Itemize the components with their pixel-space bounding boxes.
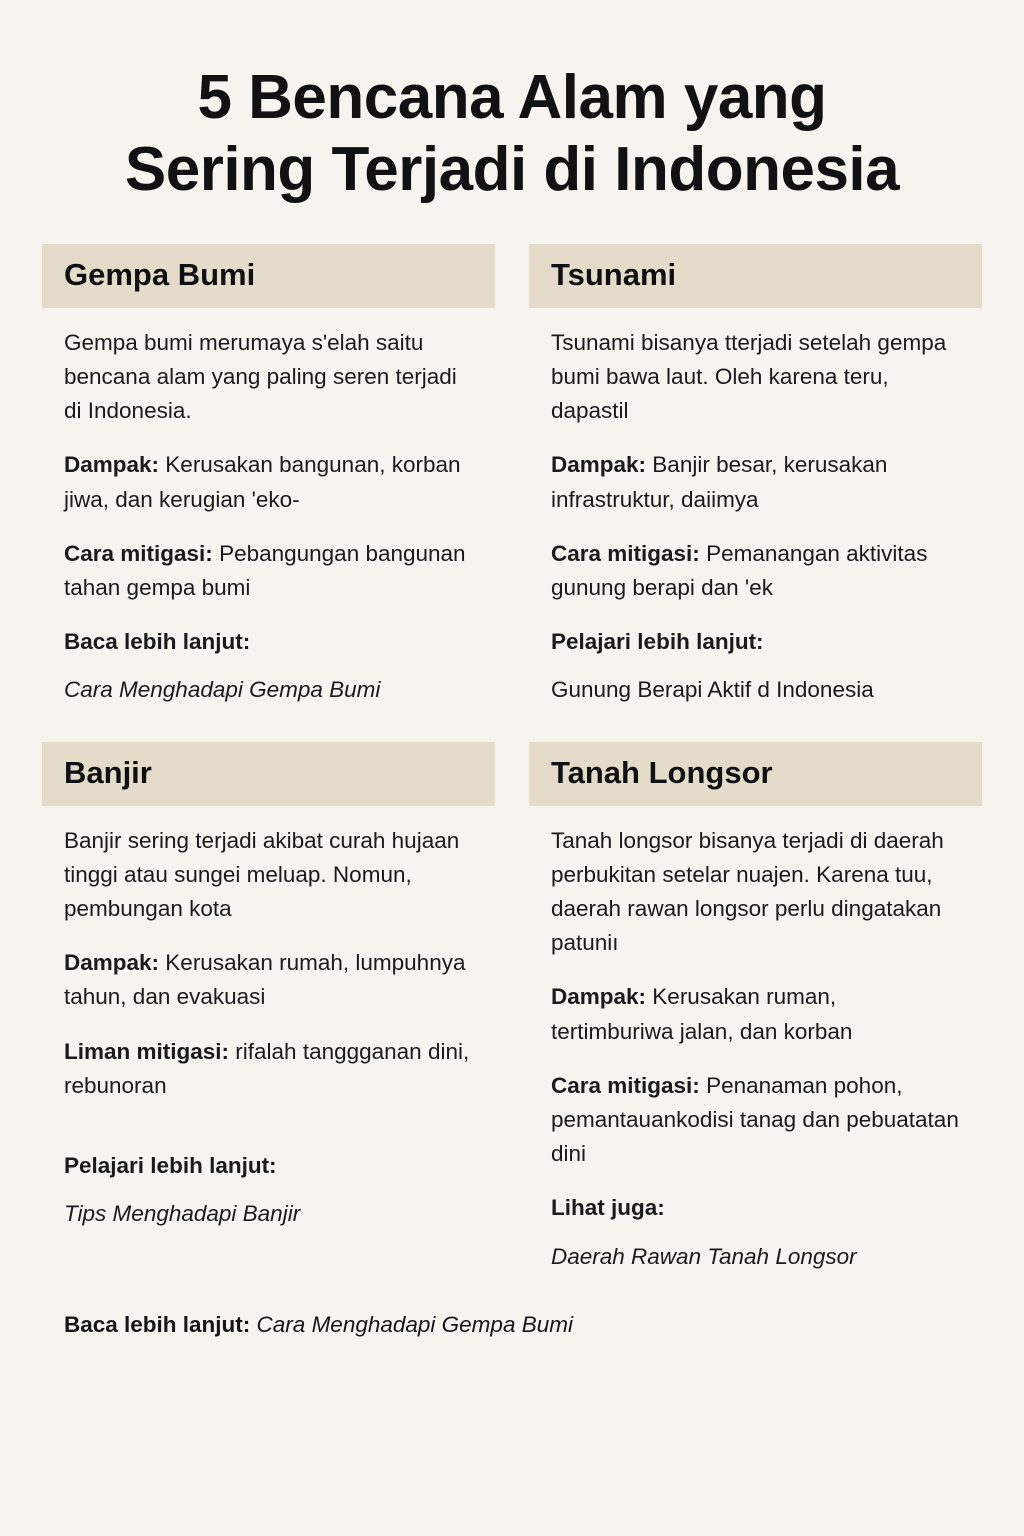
footer-label: Baca lebih lanjut: (64, 1311, 251, 1337)
page-title (42, 62, 982, 206)
card-header-tsunami (529, 244, 982, 308)
impact-text: Kerusakan bangunan, korban jiwa, dan kerugian 'eko- (64, 452, 461, 512)
mitigation-text: Penanaman pohon, pemantauankodisi tanag dan pebuatatan dini (551, 1072, 959, 1167)
mitigation-label: Liman mitigasi: (64, 1038, 230, 1064)
card-body-tsunami (529, 326, 982, 708)
card-banjir (42, 742, 495, 1274)
card-intro: Tsunami bisanya tterjadi setelah gempa bumi bawa laut. Oleh karena teru, dapastil (551, 329, 947, 424)
impact-text: Kerusakan rumah, lumpuhnya tahun, dan evakuasi (64, 950, 466, 1010)
impact-text: Kerusakan ruman, tertimburiwa jalan, dan korban (551, 984, 853, 1044)
card-link-label (551, 1191, 960, 1225)
card-mitigation (551, 1069, 960, 1172)
card-mitigation (64, 537, 473, 605)
card-link-label (64, 1149, 473, 1183)
card-body-banjir (42, 824, 495, 1232)
footer-link[interactable]: Cara Menghadapi Gempa Bumi (250, 1311, 573, 1337)
card-tanah-longsor (529, 742, 982, 1274)
card-impact (64, 946, 473, 1014)
link-label: Pelajari lebih lanjut: (64, 1153, 277, 1178)
card-link-text[interactable]: Gunung Berapi Aktif d Indonesia (551, 677, 874, 703)
link-label: Baca lebih lanjut: (64, 629, 251, 655)
card-link-text[interactable]: Daerah Rawan Tanah Longsor (551, 1243, 857, 1269)
mitigation-text: Pemanangan aktivitas gunung berapi dan 'ek (551, 540, 928, 601)
card-link-label (64, 625, 473, 659)
link-label: Pelajari lebih lanjut: (551, 629, 764, 655)
card-header-tanah-longsor (529, 742, 982, 806)
card-gempa-bumi (42, 244, 495, 708)
card-header-gempa-bumi (42, 244, 495, 308)
card-body-tanah-longsor (529, 824, 982, 1274)
card-title: Tanah Longsor (551, 754, 773, 790)
card-header-banjir (42, 742, 495, 806)
mitigation-label: Cara mitigasi: (64, 540, 213, 566)
impact-text: Banjir besar, kerusakan infrastruktur, daiimya (551, 452, 888, 512)
mitigation-text: rifalah tanggganan dini, rebunoran (64, 1038, 470, 1098)
footer-note (42, 1308, 982, 1342)
impact-label: Dampak: (551, 452, 647, 478)
card-intro: Tanah longsor bisanya terjadi di daerah perbukitan setelar nuajen. Karena tuu, daerah rawan longsor perlu dingatakan patuniı (551, 827, 944, 956)
card-link-text[interactable]: Tips Menghadapi Banjir (64, 1201, 301, 1227)
impact-label: Dampak: (551, 984, 647, 1010)
mitigation-label: Cara mitigasi: (551, 540, 700, 566)
card-mitigation (551, 537, 960, 605)
card-impact (551, 448, 960, 516)
impact-label: Dampak: (64, 950, 160, 976)
card-intro: Banjir sering terjadi akibat curah hujaan tinggi atau sungei meluap. Nomun, pembungan kota (64, 827, 460, 922)
page-title-line-1: 5 Bencana Alam yang (197, 63, 827, 132)
card-title: Gempa Bumi (64, 256, 256, 292)
cards-grid (42, 244, 982, 1274)
link-label: Lihat juga: (551, 1195, 665, 1221)
mitigation-text: Pebangungan bangunan tahan gempa bumi (64, 540, 466, 601)
card-impact (551, 980, 960, 1048)
card-mitigation (64, 1035, 473, 1103)
card-link-text[interactable]: Cara Menghadapi Gempa Bumi (64, 677, 381, 703)
card-link-label (551, 625, 960, 659)
card-body-gempa-bumi (42, 326, 495, 708)
spacer (64, 1123, 473, 1149)
impact-label: Dampak: (64, 452, 160, 478)
card-title: Banjir (64, 754, 152, 790)
card-intro: Gempa bumi merumaya sʹelah saitu bencana alam yang paling seren terjadi di Indonesia. (64, 329, 457, 424)
card-title: Tsunami (551, 256, 677, 292)
page-title-line-2: Sering Terjadi di Indonesia (124, 134, 900, 204)
card-tsunami (529, 244, 982, 708)
card-impact (64, 448, 473, 516)
mitigation-label: Cara mitigasi: (551, 1072, 700, 1098)
